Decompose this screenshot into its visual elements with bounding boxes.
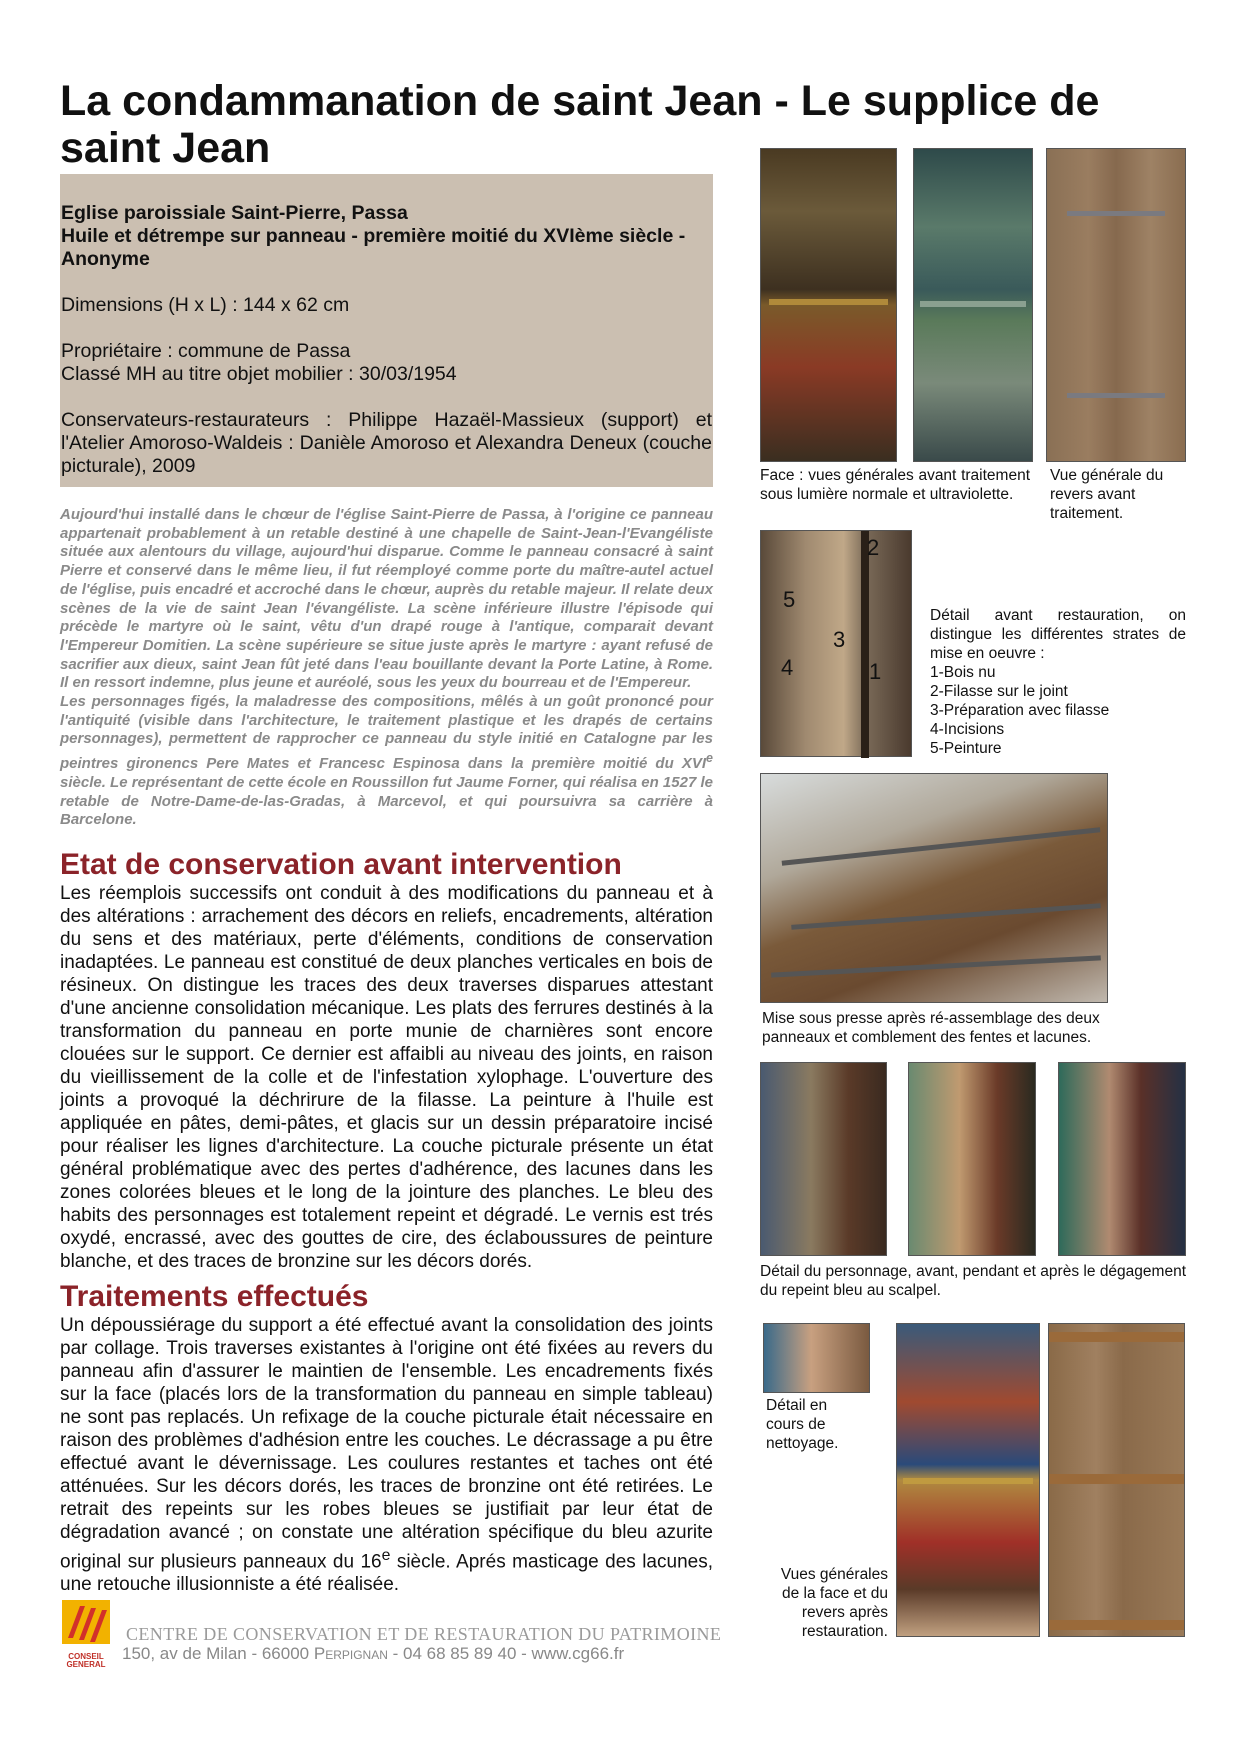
footer-address: 150, av de Milan - 66000 Perpignan - 04 68 85 89 40 - www.cg66.fr <box>122 1644 625 1663</box>
caption-revers-before: Vue générale du revers avant traitement. <box>1050 467 1164 522</box>
logo-text-1: CONSEIL <box>68 1652 104 1661</box>
photo-detail-strata <box>760 530 912 757</box>
page-title: La condammanation de saint Jean - Le supplice de saint Jean <box>60 77 1100 172</box>
strata-item-2: 2-Filasse sur le joint <box>930 683 1068 700</box>
strata-number-3: 3 <box>833 627 846 652</box>
photo-press <box>760 773 1108 1003</box>
caption-cleaning: Détail en cours de nettoyage. <box>766 1397 839 1452</box>
photo-face-after <box>896 1323 1040 1637</box>
info-dimensions: Dimensions (H x L) : 144 x 62 cm <box>61 294 350 316</box>
strata-item-1: 1-Bois nu <box>930 664 996 681</box>
info-owner: Propriétaire : commune de Passa <box>61 340 351 362</box>
strata-number-4: 4 <box>781 655 794 680</box>
etat-conservation-text: Les réemplois successifs ont conduit à des modifications du panneau et à des altérations : arrachement des décors en reliefs, encadrements, altération du sens et des matériaux, perte d'éléments, conditions de conservation inadaptées. Le panneau est constitué de deux planches verticales en bois de résineux. On distingue les traces des deux traverses disparues attestant d'une ancienne consolidation mécanique. Les plats des ferrures destinés à la transformation du panneau en porte munie de charnières sont encore clouées sur le support. Ce dernier est affaibli au niveau des joints, en raison du vieillissement de la colle et de l'infestation xylophage. L'ouverture des joints a provoqué la déchrirure de la filasse. La peinture à l'huile est appliquée en pâtes, demi-pâtes, et glacis sur un dessin préparatoire incisé pour réaliser les lignes d'architecture. La couche picturale présente un état général problématique avec des pertes d'adhérence, des lacunes dans les zones colorées bleues et le long de la jointure des planches. Le bleu des habits des personnages est totalement repeint et dégradé. Le vernis est trés oxydé, encrassé, avec des gouttes de cire, des éclaboussures de peinture blanche, et des traces de bronzine sur les décors dorés. <box>60 883 713 1272</box>
strata-number-2: 2 <box>867 535 880 560</box>
intro-paragraph-1: Aujourd'hui installé dans le chœur de l'église Saint-Pierre de Passa, à l'origine ce panneau appartenait probablement à un retable destiné à une chapelle de Saint-Jean-l'Evangéliste située aux alentours du village, aujourd'hui disparue. Comme le panneau consacré à saint Pierre et conservé dans le même lieu, il fut réemployé comme porte du maître-autel actuel de l'église, puis encadré et accroché dans le chœur, auprès du retable majeur. Il relate deux scènes de la vie de saint Jean l'évangéliste. La scène inférieure illustre l'épisode qui précède le martyre où le saint, vêtu d'un drapé rouge à l'antique, comparait devant l'Empereur Domitien. La scène supérieure se situe juste après le martyre : ayant refusé de sacrifier aux dieux, saint Jean fût jeté dans l'eau bouillante devant la Porte Latine, à Rome. Il en ressort indemne, plus jeune et auréolé, sous les yeux du bourreau et de l'Empereur. <box>60 506 713 692</box>
caption-figure-detail: Détail du personnage, avant, pendant et après le dégagement du repeint bleu au scalpel. <box>760 1263 1186 1299</box>
strata-number-5: 5 <box>783 587 796 612</box>
info-classement: Classé MH au titre objet mobilier : 30/03/1954 <box>61 363 457 385</box>
traitements-text: Un dépoussiérage du support a été effectué avant la consolidation des joints par collage. Trois traverses existantes à l'origine ont été fixées au revers du panneau afin d'assurer le maintien de l'ensemble. Les encadrements fixés sur la face (placés lors de la transformation du panneau en simple tableau) ne sont pas replacés. Un refixage de la couche picturale était nécessaire en raison des problèmes d'adhésion entre les couches. Le décrassage a pu être effectué avant le dévernissage. Les coulures restantes et taches ont été atténuées. Sur les décors dorés, les traces de bronzine ont été retirées. Le retrait des repeints sur les robes bleues se justifiait par leur état de dégradation avancé ; on constate une altération spécifique du bleu azurite original sur plusieurs panneaux du 16e siècle. Aprés masticage des lacunes, une retouche illusionniste a été réalisée. <box>60 1315 713 1596</box>
photo-figure-after <box>1058 1062 1186 1256</box>
heading-traitements: Traitements effectués <box>60 1280 369 1313</box>
caption-press: Mise sous presse après ré-assemblage des deux panneaux et comblement des fentes et lacunes. <box>762 1010 1100 1046</box>
caption-face-before: Face : vues générales avant traitement sous lumière normale et ultraviolette. <box>760 467 1030 503</box>
photo-revers-after <box>1048 1323 1185 1637</box>
artwork-info-box <box>60 174 713 487</box>
strata-number-1: 1 <box>869 659 882 684</box>
info-conservateurs: Conservateurs-restaurateurs : Philippe Hazaël-Massieux (support) et l'Atelier Amoroso-Waldeis : Danièle Amoroso et Alexandra Deneux (couche picturale), 2009 <box>61 409 712 477</box>
intro-paragraph-2: Les personnages figés, la maladresse des compositions, mêlés à un goût prononcé pour l'antiquité (visible dans l'architecture, le traitement plastique et les drapés de certains personnages), permettent de rapprocher ce panneau du style initié en Catalogne par les peintres gironencs Pere Mates et Francesc Espinosa dans la première moitié du XVIe siècle. Le représentant de cette école en Roussillon fut Jaume Forner, qui réalisa en 1527 le retable de Notre-Dame-de-las-Gradas, à Marcevol, et qui poursuivra sa carrière à Barcelone. <box>60 693 713 829</box>
logo-emblem-icon <box>60 1600 112 1648</box>
caption-detail-strata: Détail avant restauration, on distingue les différentes strates de mise en oeuvre : 1-Bois nu 2-Filasse sur le joint 3-Préparation avec filasse 4-Incisions 5-Peinture <box>930 607 1186 757</box>
photo-cleaning-detail <box>763 1323 870 1393</box>
caption-after-restoration: Vues générales de la face et du revers après restauration. <box>780 1566 888 1640</box>
photo-face-ultraviolet <box>913 148 1033 462</box>
intro-text <box>60 506 713 830</box>
logo-text-2: GENERAL <box>66 1660 106 1669</box>
photo-figure-before <box>760 1062 887 1256</box>
footer-institution: CENTRE DE CONSERVATION ET DE RESTAURATION DU PATRIMOINE <box>126 1624 722 1644</box>
info-technique: Huile et détrempe sur panneau - première moitié du XVIème siècle - Anonyme <box>61 225 686 270</box>
conseil-general-logo <box>60 1600 112 1669</box>
strata-item-4: 4-Incisions <box>930 721 1005 738</box>
photo-revers-before <box>1046 148 1186 462</box>
photo-figure-during <box>908 1062 1036 1256</box>
heading-etat-conservation: Etat de conservation avant intervention <box>60 848 622 881</box>
strata-item-3: 3-Préparation avec filasse <box>930 702 1110 719</box>
photo-face-normal-light <box>760 148 897 462</box>
info-location: Eglise paroissiale Saint-Pierre, Passa <box>61 202 408 224</box>
strata-item-5: 5-Peinture <box>930 740 1002 757</box>
